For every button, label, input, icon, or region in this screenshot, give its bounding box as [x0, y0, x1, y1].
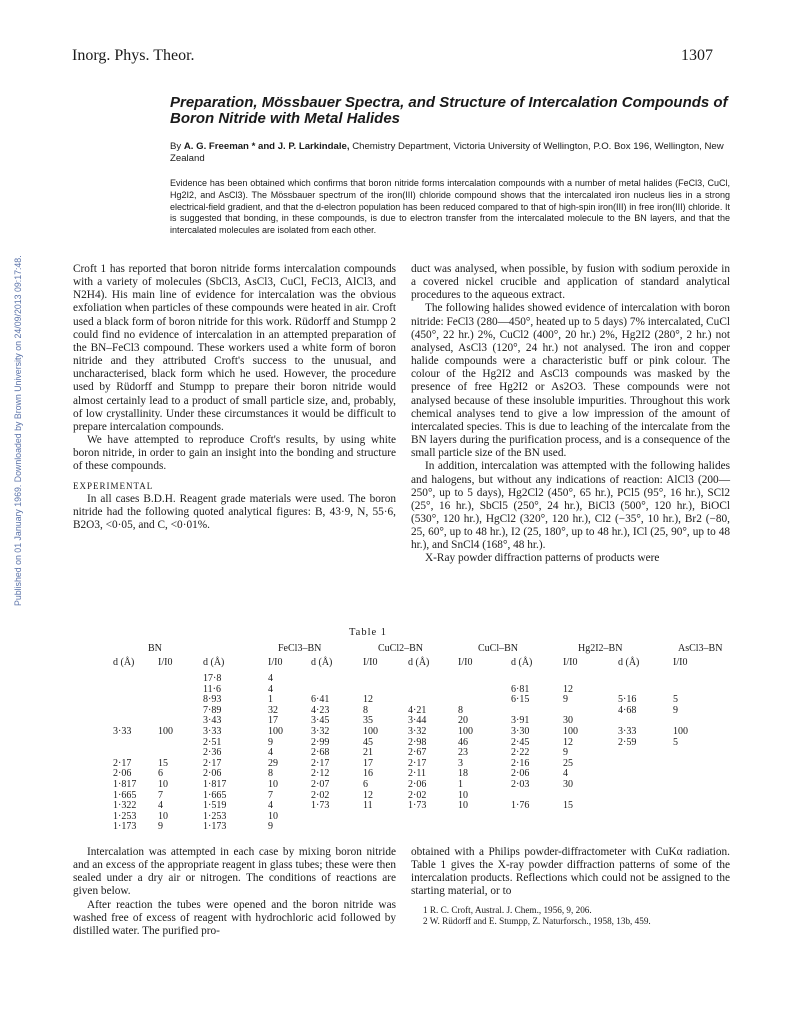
table-cell: 45	[363, 736, 373, 748]
journal-name: Inorg. Phys. Theor.	[72, 47, 195, 64]
table-cell: 4·21	[408, 704, 427, 716]
right-column-lower	[411, 846, 730, 928]
author-prefix: By	[170, 141, 182, 152]
right-column-upper	[411, 263, 730, 566]
table-cell: 17	[268, 715, 278, 727]
table-cell: 1·817	[113, 779, 137, 790]
table-cell: 3·32	[311, 726, 330, 737]
table-cell: 23	[458, 747, 468, 759]
table-cell: 4	[268, 673, 273, 684]
table-cell: 1·253	[203, 810, 227, 822]
intro-paragraph-1: Croft 1 has reported that boron nitride forms intercalation compounds with a variety of molecules (SbCl3, AsCl3, CuCl, FeCl3, AlCl3, and N2H4). His main line of evidence for intercalation was the obvious exfoliation when particles of these compounds were heated in air. Croft used a black form of boron nitride for this work. Rüdorff and Stumpp 2 could find no evidence of intercalation in an attempted preparation of the BN–FeCl3 compound. These workers used a white form of boron nitride and they attributed Croft's success to the unusual, and uncharacterised, black form which he used. However, the procedure used by Rüdorff and Stumpp to prepare their boron nitride would almost certainly lead to a product of small particle size, and, probably, of low crystallinity. Under these circumstances it would be difficult to prepare intercalation compounds.	[73, 263, 396, 433]
table-group-header: BN	[148, 643, 162, 654]
table-group-header: CuCl2–BN	[378, 643, 424, 654]
table-cell: 1·76	[511, 800, 530, 812]
table-cell: 2·17	[203, 757, 222, 769]
abstract: Evidence has been obtained which confirms that boron nitride forms intercalation compounds with a number of metal halides (FeCl3, CuCl, Hg2I2, and AsCl3). The Mössbauer spectrum of the iron(III) chloride compound shows that the intercalated iron nucleus lies in a strong electrical-field gradient, and that the d-electron population has been reduced compared to that of high-spin iron(III) in free iron(III) chloride. It is suggested that bonding, in these compounds, is due to electron transfer from the intercalated molecule to the BN layers, and that the intercalated molecules are isolated from each other.	[170, 178, 730, 236]
table-cell: 100	[268, 726, 283, 737]
table-cell: 2·68	[311, 747, 330, 759]
table-cell: 5·16	[618, 694, 637, 706]
table-cell: 7	[268, 789, 273, 801]
table-cell: 3·43	[203, 715, 222, 727]
article-title: Preparation, Mössbauer Spectra, and Structure of Intercalation Compounds of Boron Nitride with Metal Halides	[170, 94, 728, 127]
table-cell: 12	[563, 736, 573, 748]
table-cell: 2·06	[408, 779, 427, 790]
lower-left-paragraph-2: After reaction the tubes were opened and the boron nitride was washed free of excess of reagent with hydrochloric acid followed by distilled water. The purified pro-	[73, 898, 396, 937]
table-cell: 15	[158, 757, 168, 769]
reference-2: 2 W. Rüdorff and E. Stumpp, Z. Naturforsch., 1958, 13b, 459.	[423, 916, 651, 927]
table-cell: 2·22	[511, 747, 530, 759]
table-cell: 10	[158, 810, 168, 822]
table-cell: 10	[458, 800, 468, 812]
table-group-header: CuCl–BN	[478, 643, 519, 654]
table-cell: 2·17	[311, 757, 330, 769]
table-cell: 7·89	[203, 704, 222, 716]
table-cell: 6·81	[511, 683, 530, 695]
table-cell: 2·07	[311, 779, 330, 790]
right-paragraph-4: X-Ray powder diffraction patterns of products were	[425, 552, 660, 565]
table-cell: 2·17	[408, 757, 427, 769]
table-cell: 100	[158, 726, 173, 737]
table-cell: 10	[268, 810, 278, 822]
table-cell: 21	[363, 747, 373, 759]
table-cell: 2·17	[113, 757, 132, 769]
table-cell: 7	[158, 789, 163, 801]
table-cell: 2·02	[408, 789, 427, 801]
table-cell: 1·173	[203, 821, 227, 833]
references	[411, 905, 730, 928]
table-column-header: d (Å)	[113, 657, 135, 668]
table-cell: 30	[563, 715, 573, 727]
table-cell: 10	[458, 789, 468, 801]
table-column-header: I/I0	[158, 657, 173, 668]
table-cell: 9	[268, 821, 273, 833]
table-cell: 4·68	[618, 704, 637, 716]
table-cell: 29	[268, 757, 278, 769]
author-line	[170, 141, 740, 165]
table-cell: 2·67	[408, 747, 427, 759]
table-cell: 35	[363, 715, 373, 727]
table-cell: 1	[458, 779, 463, 790]
table-cell: 8	[363, 704, 368, 716]
left-column-upper	[73, 263, 396, 532]
table-group-header: FeCl3–BN	[278, 643, 322, 654]
table-column-header: d (Å)	[311, 657, 333, 668]
lower-left-paragraph-1: Intercalation was attempted in each case by mixing boron nitride and an excess of the appropriate reagent in glass tubes; these were then sealed under a dry air or nitrogen. The conditions of reactions are given below.	[73, 846, 396, 898]
table-cell: 8·93	[203, 694, 222, 706]
table-cell: 100	[363, 726, 378, 737]
table-title: Table 1	[349, 627, 388, 638]
left-column-lower	[73, 846, 396, 938]
author-names: A. G. Freeman * and J. P. Larkindale,	[183, 141, 350, 152]
table-cell: 4	[158, 800, 163, 812]
table-cell: 2·06	[511, 768, 530, 780]
table-cell: 2·98	[408, 736, 427, 748]
table-cell: 2·36	[203, 747, 222, 759]
experimental-heading: EXPERIMENTAL	[73, 480, 154, 491]
table-cell: 4	[268, 800, 273, 812]
table-cell: 2·45	[511, 736, 530, 748]
table-cell: 20	[458, 715, 468, 727]
table-cell: 2·11	[408, 768, 426, 780]
table-cell: 9	[563, 747, 568, 759]
table-column-header: d (Å)	[203, 657, 225, 668]
page-number: 1307	[681, 47, 713, 64]
table-cell: 8	[458, 704, 463, 716]
table-cell: 9	[268, 736, 273, 748]
experimental-paragraph-1: In all cases B.D.H. Reagent grade materials were used. The boron nitride had the following quoted analytical figures: B, 43·9, N, 55·6, B2O3, <0·05, and C, <0·01%.	[73, 492, 396, 531]
table-cell: 100	[458, 726, 473, 737]
table-cell: 8	[268, 768, 273, 780]
table-cell: 1·322	[113, 800, 137, 812]
table-column-header: d (Å)	[408, 657, 430, 668]
table-cell: 18	[458, 768, 468, 780]
table-cell: 4	[268, 747, 273, 759]
author-affiliation: Chemistry Department, Victoria University of Wellington, P.O. Box 196, Wellington, New Zealand	[170, 141, 724, 164]
publication-sidebar-note	[3, 196, 23, 606]
table-column-header: I/I0	[363, 657, 378, 668]
table-cell: 2·06	[203, 768, 222, 780]
table-column-header: d (Å)	[618, 657, 640, 668]
table-cell: 15	[563, 800, 573, 812]
table-cell: 1·817	[203, 779, 227, 790]
table-cell: 1·253	[113, 810, 137, 822]
table-cell: 11	[363, 800, 373, 812]
table-cell: 12	[563, 683, 573, 695]
table-cell: 2·02	[311, 789, 330, 801]
table-cell: 17·8	[203, 673, 222, 684]
intro-paragraph-2: We have attempted to reproduce Croft's results, by using white boron nitride, in order to gain an insight into the bonding and structure of these compounds.	[73, 434, 396, 473]
table-cell: 3·33	[203, 726, 222, 737]
table-cell: 100	[563, 726, 578, 737]
table-cell: 17	[363, 757, 373, 769]
table-group-header: Hg2I2–BN	[578, 643, 623, 654]
table-cell: 4·23	[311, 704, 330, 716]
table-cell: 46	[458, 736, 468, 748]
table-cell: 1	[268, 694, 273, 706]
table-cell: 4	[268, 683, 273, 695]
table-cell: 11·6	[203, 683, 221, 695]
table-cell: 10	[268, 779, 278, 790]
table-cell: 1·665	[203, 789, 227, 801]
table-cell: 3·45	[311, 715, 330, 727]
table-cell: 1·173	[113, 821, 137, 833]
table-cell: 3·30	[511, 726, 530, 737]
table-cell: 100	[673, 726, 688, 737]
lower-right-paragraph-1: obtained with a Philips powder-diffractometer with CuKα radiation. Table 1 gives the X-ray powder diffraction patterns of some of the intercalation products. Reflections which could not be assigned to the starting material, or to	[411, 846, 730, 898]
table-cell: 6·41	[311, 694, 330, 706]
table-cell: 5	[673, 694, 678, 706]
table-cell: 4	[563, 768, 568, 780]
table-cell: 3·33	[618, 726, 637, 737]
table-cell: 6	[363, 779, 368, 790]
table-cell: 1·665	[113, 789, 137, 801]
right-paragraph-1: duct was analysed, when possible, by fusion with sodium peroxide in a covered nickel crucible and application of standard analytical procedures to the aqueous extract.	[411, 263, 730, 302]
table-cell: 9	[158, 821, 163, 833]
table-cell: 5	[673, 736, 678, 748]
table-column-header: I/I0	[458, 657, 473, 668]
right-paragraph-2: The following halides showed evidence of intercalation with boron nitride: FeCl3 (280—450°, heated up to 5 days) 7% intercalated, CuCl (450°, 22 hr.) 2%, CuCl2 (400°, 20 hr.) 2%, Hg2I2 (280°, 2 hr.) not analysed, AsCl3 (120°, 24 hr.) not analysed. The iron and copper halide compounds were a characteristic buff or pink colour. The colour of the Hg2I2 and AsCl3 compounds was masked by the presence of free Hg2I2 or As2O3. These compounds were not analysed because of these insoluble impurities. Throughout this work chemical analyses tend to give a low impression of the amount of intercalated species. This is due to leaching of the intercalate from the BN layers during the purification process, and is a consequence of the small particle size of the BN used.	[411, 302, 730, 460]
table-cell: 12	[363, 789, 373, 801]
table-column-header: I/I0	[673, 657, 688, 668]
table-cell: 1·519	[203, 800, 227, 812]
table-cell: 3·44	[408, 715, 427, 727]
table-cell: 2·06	[113, 768, 132, 780]
table-cell: 3·91	[511, 715, 530, 727]
table-cell: 2·59	[618, 736, 637, 748]
table-cell: 6	[158, 768, 163, 780]
table-cell: 1·73	[311, 800, 330, 812]
table-cell: 10	[158, 779, 168, 790]
table-column-header: d (Å)	[511, 657, 533, 668]
table-cell: 16	[363, 768, 373, 780]
right-paragraph-3: In addition, intercalation was attempted with the following halides and halogens, but without any indications of reaction: AlCl3 (200—250°, up to 5 days), Hg2Cl2 (450°, 65 hr.), PCl5 (95°, 16 hr.), SCl2 (25°, 16 hr.), SbCl5 (250°, 24 hr.), BiCl3 (500°, 120 hr.), BiOCl (530°, 120 hr.), HgCl2 (320°, 120 hr.), Cl2 (−35°, 10 hr.), Br2 (−80, 25, 60°, up to 48 hr.), I2 (25, 180°, up to 48 hr.), ICl (25, 90°, up to 48 hr.), and SnCl4 (168°, 48 hr.).	[411, 460, 730, 552]
table-cell: 1·73	[408, 800, 427, 812]
table-column-header: I/I0	[563, 657, 578, 668]
reference-1: 1 R. C. Croft, Austral. J. Chem., 1956, 9, 206.	[423, 904, 592, 915]
table-cell: 2·12	[311, 768, 330, 780]
table-cell: 2·99	[311, 736, 330, 748]
table-cell: 9	[563, 694, 568, 706]
table-cell: 30	[563, 779, 573, 790]
table-cell: 12	[363, 694, 373, 706]
table-cell: 2·16	[511, 757, 530, 769]
table-cell: 3	[458, 757, 463, 769]
table-cell: 3·33	[113, 726, 132, 737]
table-cell: 9	[673, 704, 678, 716]
table-cell: 6·15	[511, 694, 530, 706]
table-group-header: AsCl3–BN	[678, 643, 723, 654]
table-cell: 3·32	[408, 726, 427, 737]
table-cell: 2·51	[203, 736, 222, 748]
table-column-header: I/I0	[268, 657, 283, 668]
sidebar-text: Published on 01 January 1969. Downloaded by Brown University on 24/09/2013 09:17:48.	[13, 255, 23, 606]
table-cell: 25	[563, 757, 573, 769]
table-cell: 2·03	[511, 779, 530, 790]
table-cell: 32	[268, 704, 278, 716]
